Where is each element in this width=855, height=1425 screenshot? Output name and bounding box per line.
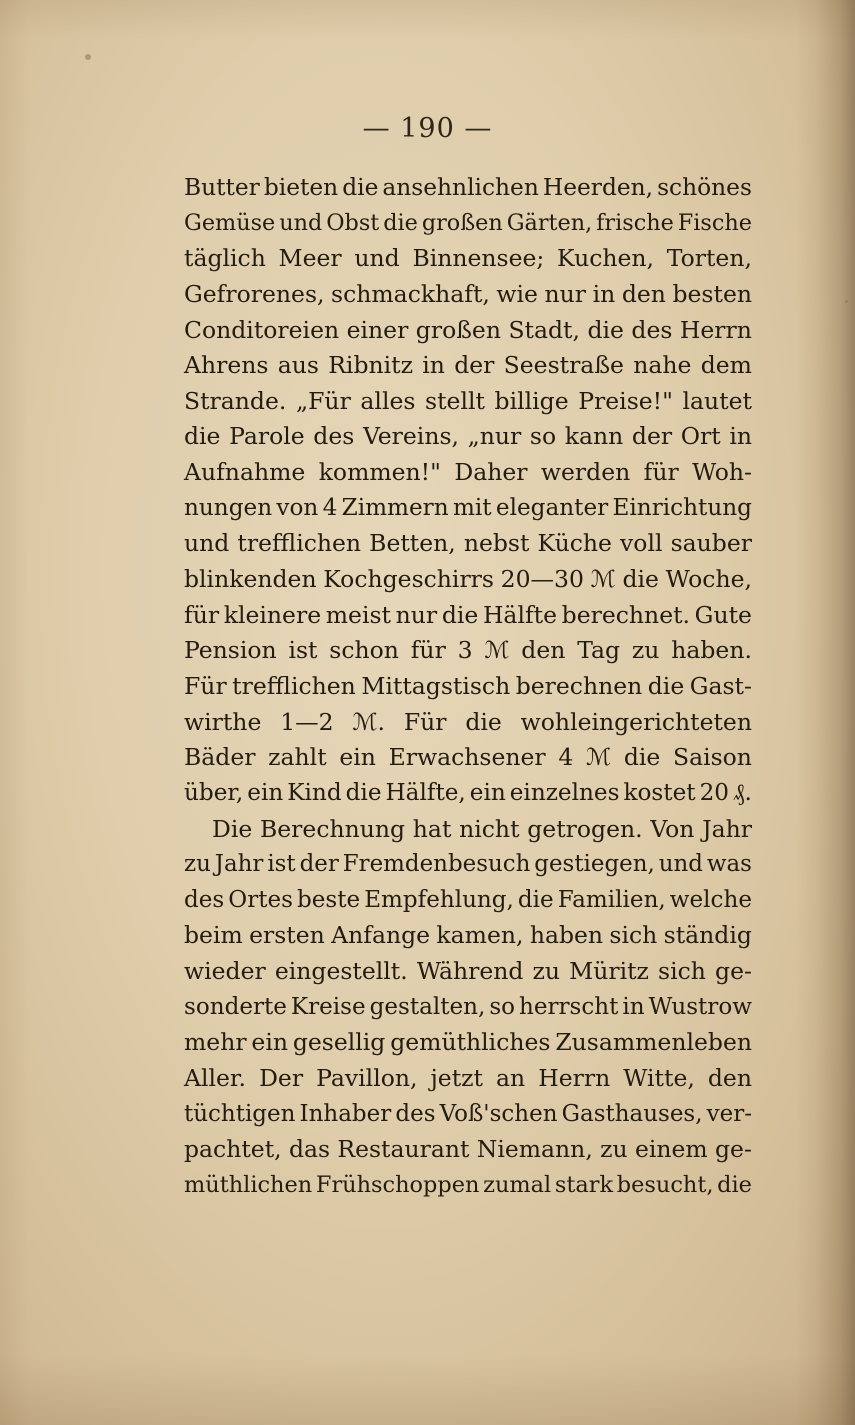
text-line: Aller. Der Pavillon, jetzt an Herrn Witte, den [184, 1064, 752, 1093]
text-line: müthlichen Frühschoppen zumal stark besucht, die [184, 1171, 752, 1198]
text-line: des Ortes beste Empfehlung, die Familien, welche [184, 886, 752, 913]
text-line: pachtet, das Restaurant Niemann, zu einem ge- [184, 1135, 752, 1164]
text-line: und trefflichen Betten, nebst Küche voll sauber [184, 529, 752, 558]
paper-speck [85, 54, 91, 60]
text-line: wirthe 1—2 ℳ. Für die wohleingerichteten [184, 707, 752, 736]
page-shadow-bottom [0, 1355, 855, 1425]
body-text [184, 170, 752, 1204]
text-line: Ahrens aus Ribnitz in der Seestraße nahe dem [184, 351, 752, 380]
text-line: täglich Meer und Binnensee; Kuchen, Torten, [184, 244, 752, 273]
text-line: Conditoreien einer großen Stadt, die des Herrn [184, 315, 752, 344]
text-line: Pension ist schon für 3 ℳ den Tag zu haben. [184, 636, 752, 665]
text-line: beim ersten Anfange kamen, haben sich ständig [184, 921, 752, 950]
page-shadow-left [0, 0, 30, 1425]
text-line: für kleinere meist nur die Hälfte berechnet. Gute [184, 600, 752, 629]
text-line: blinkenden Kochgeschirrs 20—30 ℳ die Woche, [184, 565, 752, 594]
text-line: sonderte Kreise gestalten, so herrscht in Wustrow [184, 993, 752, 1020]
text-line: tüchtigen Inhaber des Voß'schen Gasthauses, ver- [184, 1100, 752, 1127]
text-line: Bäder zahlt ein Erwachsener 4 ℳ die Saison [184, 743, 752, 772]
text-line: über, ein Kind die Hälfte, ein einzelnes kostet 20 ₰. [184, 779, 752, 806]
text-line: Für trefflichen Mittagstisch berechnen die Gast- [184, 671, 752, 700]
page-number-header: — 190 — [362, 113, 493, 144]
text-line: Gefrorenes, schmackhaft, wie nur in den besten [184, 279, 752, 308]
text-line: die Parole des Vereins, „nur so kann der Ort in [184, 422, 752, 451]
text-line: Butter bieten die ansehnlichen Heerden, schönes [184, 174, 752, 201]
page-shadow-right [795, 0, 855, 1425]
text-line: Die Berechnung hat nicht getrogen. Von Jahr [212, 814, 752, 843]
text-line: Strande. „Für alles stellt billige Preise!" lautet [184, 386, 752, 415]
text-line: Gemüse und Obst die großen Gärten, frische Fische [184, 209, 752, 236]
text-line: zu Jahr ist der Fremdenbesuch gestiegen, und was [184, 851, 752, 878]
page-shadow-top [0, 0, 855, 40]
text-line: wieder eingestellt. Während zu Müritz sich ge- [184, 957, 752, 986]
paper-speck [845, 300, 848, 303]
text-line: Aufnahme kommen!" Daher werden für Woh- [184, 458, 752, 487]
text-line: nungen von 4 Zimmern mit eleganter Einrichtung [184, 494, 752, 521]
text-line: mehr ein gesellig gemüthliches Zusammenleben [184, 1028, 752, 1057]
